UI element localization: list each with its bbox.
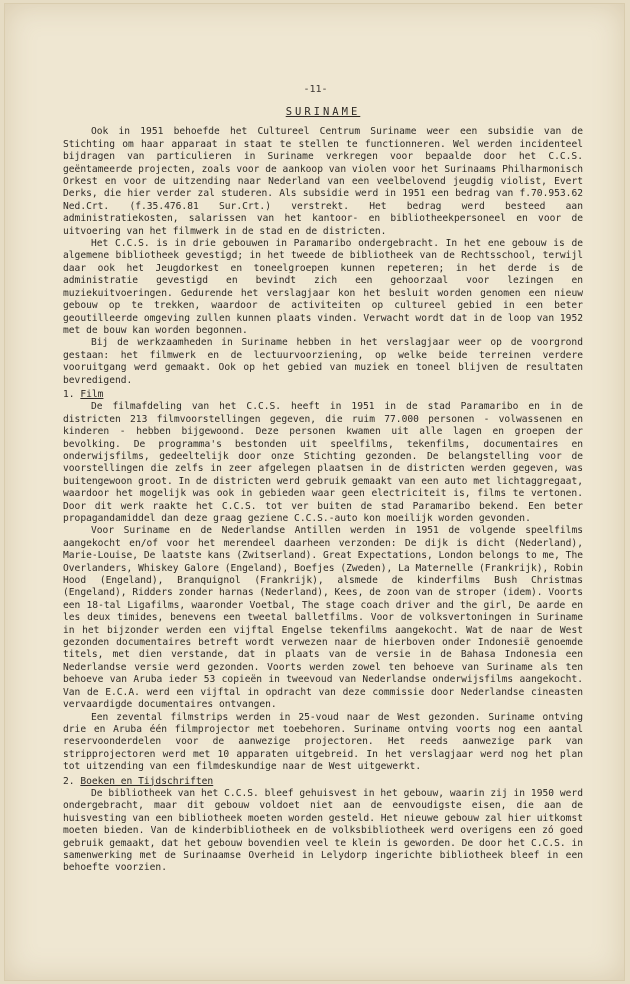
- paragraph: Ook in 1951 behoefde het Cultureel Centrum Suriname weer een subsidie van de Stichting om haar apparaat in staat te stellen te functionneren. Wel werden incidenteel bijdragen van particulieren in Suriname verkregen voor bepaalde door het C.C.S. geëntameerde projecten, zoals voor de aankoop van violen voor het Surinaams Philharmonisch Orkest en voor de uitzending naar Nederland van een veelbelovend jeugdig violist, Evert Derks, die hier verder zal studeren. Als subsidie werd in 1951 een bedrag van f.70.953.62 Ned.Crt. (f.35.476.81 Sur.Crt.) verstrekt. Het bedrag werd besteed aan administratiekosten, salarissen van het kantoor- en bibliotheekpersoneel en voor de uitvoering van het filmwerk in de stad en de districten.: [63, 126, 583, 237]
- section-number: 1.: [63, 388, 75, 400]
- paragraph: Bij de werkzaamheden in Suriname hebben in het verslagjaar weer op de voorgrond gestaan: het filmwerk en de lectuurvoorziening, op welke beide terreinen verdere vooruitgang werd gemaakt. Ook op het gebied van muziek en toneel blijven de resultaten bevredigend.: [63, 337, 583, 386]
- section-number: 2.: [63, 775, 75, 787]
- page-number: -11-: [303, 84, 328, 95]
- paragraph: De bibliotheek van het C.C.S. bleef gehuisvest in het gebouw, waarin zij in 1950 werd ondergebracht, maar dit gebouw voldoet niet aan de eenvoudigste eisen, die aan de huisvesting van een bibliotheek moeten worden gesteld. Het nieuwe gebouw zal hier uitkomst moeten bieden. Van de kinderbibliotheek en de volksbibliotheek werd overigens een zó goed gebruik gemaakt, dat het gebouw bovendien veel te klein is geworden. De door het C.C.S. in samenwerking met de Surinaamse Overheid in Lelydorp ingerichte bibliotheek bleef in een behoefte voorzien.: [63, 787, 583, 874]
- section-title: Film: [80, 388, 104, 400]
- section-title: Boeken en Tijdschriften: [80, 775, 214, 787]
- paragraph: De filmafdeling van het C.C.S. heeft in 1951 in de stad Paramaribo en in de districten 213 filmvoorstellingen gegeven, die ruim 77.000 personen - volwassenen en kinderen - hebben bijgewoond. Deze personen kwamen uit alle lagen en groepen der bevolking. De programma's bestonden uit speelfilms, tekenfilms, documentaires en onderwijsfilms, gedeeltelijk door onze Stichting gezonden. De belangstelling voor de voorstellingen die zelfs in zeer afgelegen plaatsen in de districten werden gegeven, was buitengewoon groot. In de districten werd gebruik gemaakt van een auto met lichtaggregaat, waardoor het mogelijk was ook in gebieden waar geen electriciteit is, films te vertonen. Door dit werk raakte het C.C.S. tot ver buiten de stad Paramaribo bekend. Een beter propagandamiddel dan deze graag geziene C.C.S.-auto kon moeilijk worden gevonden.: [63, 401, 583, 524]
- paragraph: Het C.C.S. is in drie gebouwen in Paramaribo ondergebracht. In het ene gebouw is de algemene bibliotheek gevestigd; in het tweede de bibliotheek van de Rechtsschool, terwijl daar ook het Jeugdorkest en toneelgroepen kunnen repeteren; in het derde is de administratie gevestigd en bevindt zich een gehoorzaal voor lezingen en muziekuitvoeringen. Gedurende het verslagjaar kon het besluit worden genomen een nieuw gebouw op te trekken, waardoor de activiteiten op cultureel gebied in een beter geoutilleerde omgeving zullen kunnen plaats vinden. Verwacht wordt dat in de loop van 1952 met de bouw kan worden begonnen.: [63, 238, 583, 336]
- paragraph: Voor Suriname en de Nederlandse Antillen werden in 1951 de volgende speelfilms aangekocht en/of voor het merendeel daarheen verzonden: De dijk is dicht (Nederland), Marie-Louise, De laatste kans (Zwitserland). Great Expectations, London belongs to me, The Overlanders, Whiskey Galore (Engeland), Boefjes (Zweden), La Maternelle (Frankrijk), Robin Hood (Engeland), Branquignol (Frankrijk), alsmede de kinderfilms Bush Christmas (Engeland), Ridders zonder harnas (Nederland), Kees, de zoon van de stroper (idem). Voorts een 18-tal Ligafilms, waaronder Voetbal, The stage coach driver and the girl, De aarde en les deux timides, benevens een tweetal balletfilms. Voor de volksvertoningen in Suriname in het bijzonder werden een vijftal Engelse tekenfilms aangekocht. Wat de naar de West gezonden documentaires betreft wordt verwezen naar de hierboven onder Indonesië genoemde titels, met dien verstande, dat in plaats van de versie in de Bahasa Indonesia een Nederlandse versie werd gezonden. Voorts werden zowel ten behoeve van Suriname als ten behoeve van Aruba ieder 53 copieën in tweevoud van Nederlandse onderwijsfilms aangekocht. Van de E.C.A. werd een vijftal in opdracht van deze commissie door Nederlandse cineasten vervaardigde documentaires ontvangen.: [63, 525, 583, 711]
- paragraph: Een zevental filmstrips werden in 25-voud naar de West gezonden. Suriname ontving drie en Aruba één filmprojector met toebehoren. Suriname ontving voorts nog een aantal reservoonderdelen voor de aanwezige projectoren. Het reeds aanwezige park van stripprojectoren werd met 10 apparaten uitgebreid. In het verslagjaar werd nog het plan tot uitzending van een filmdeskundige naar de West uitgewerkt.: [63, 711, 583, 773]
- document-page: [4, 3, 625, 981]
- document-body: [63, 88, 583, 875]
- document-title: SURINAME: [285, 106, 361, 118]
- section-heading-books: [63, 776, 583, 788]
- section-heading-film: [63, 389, 583, 401]
